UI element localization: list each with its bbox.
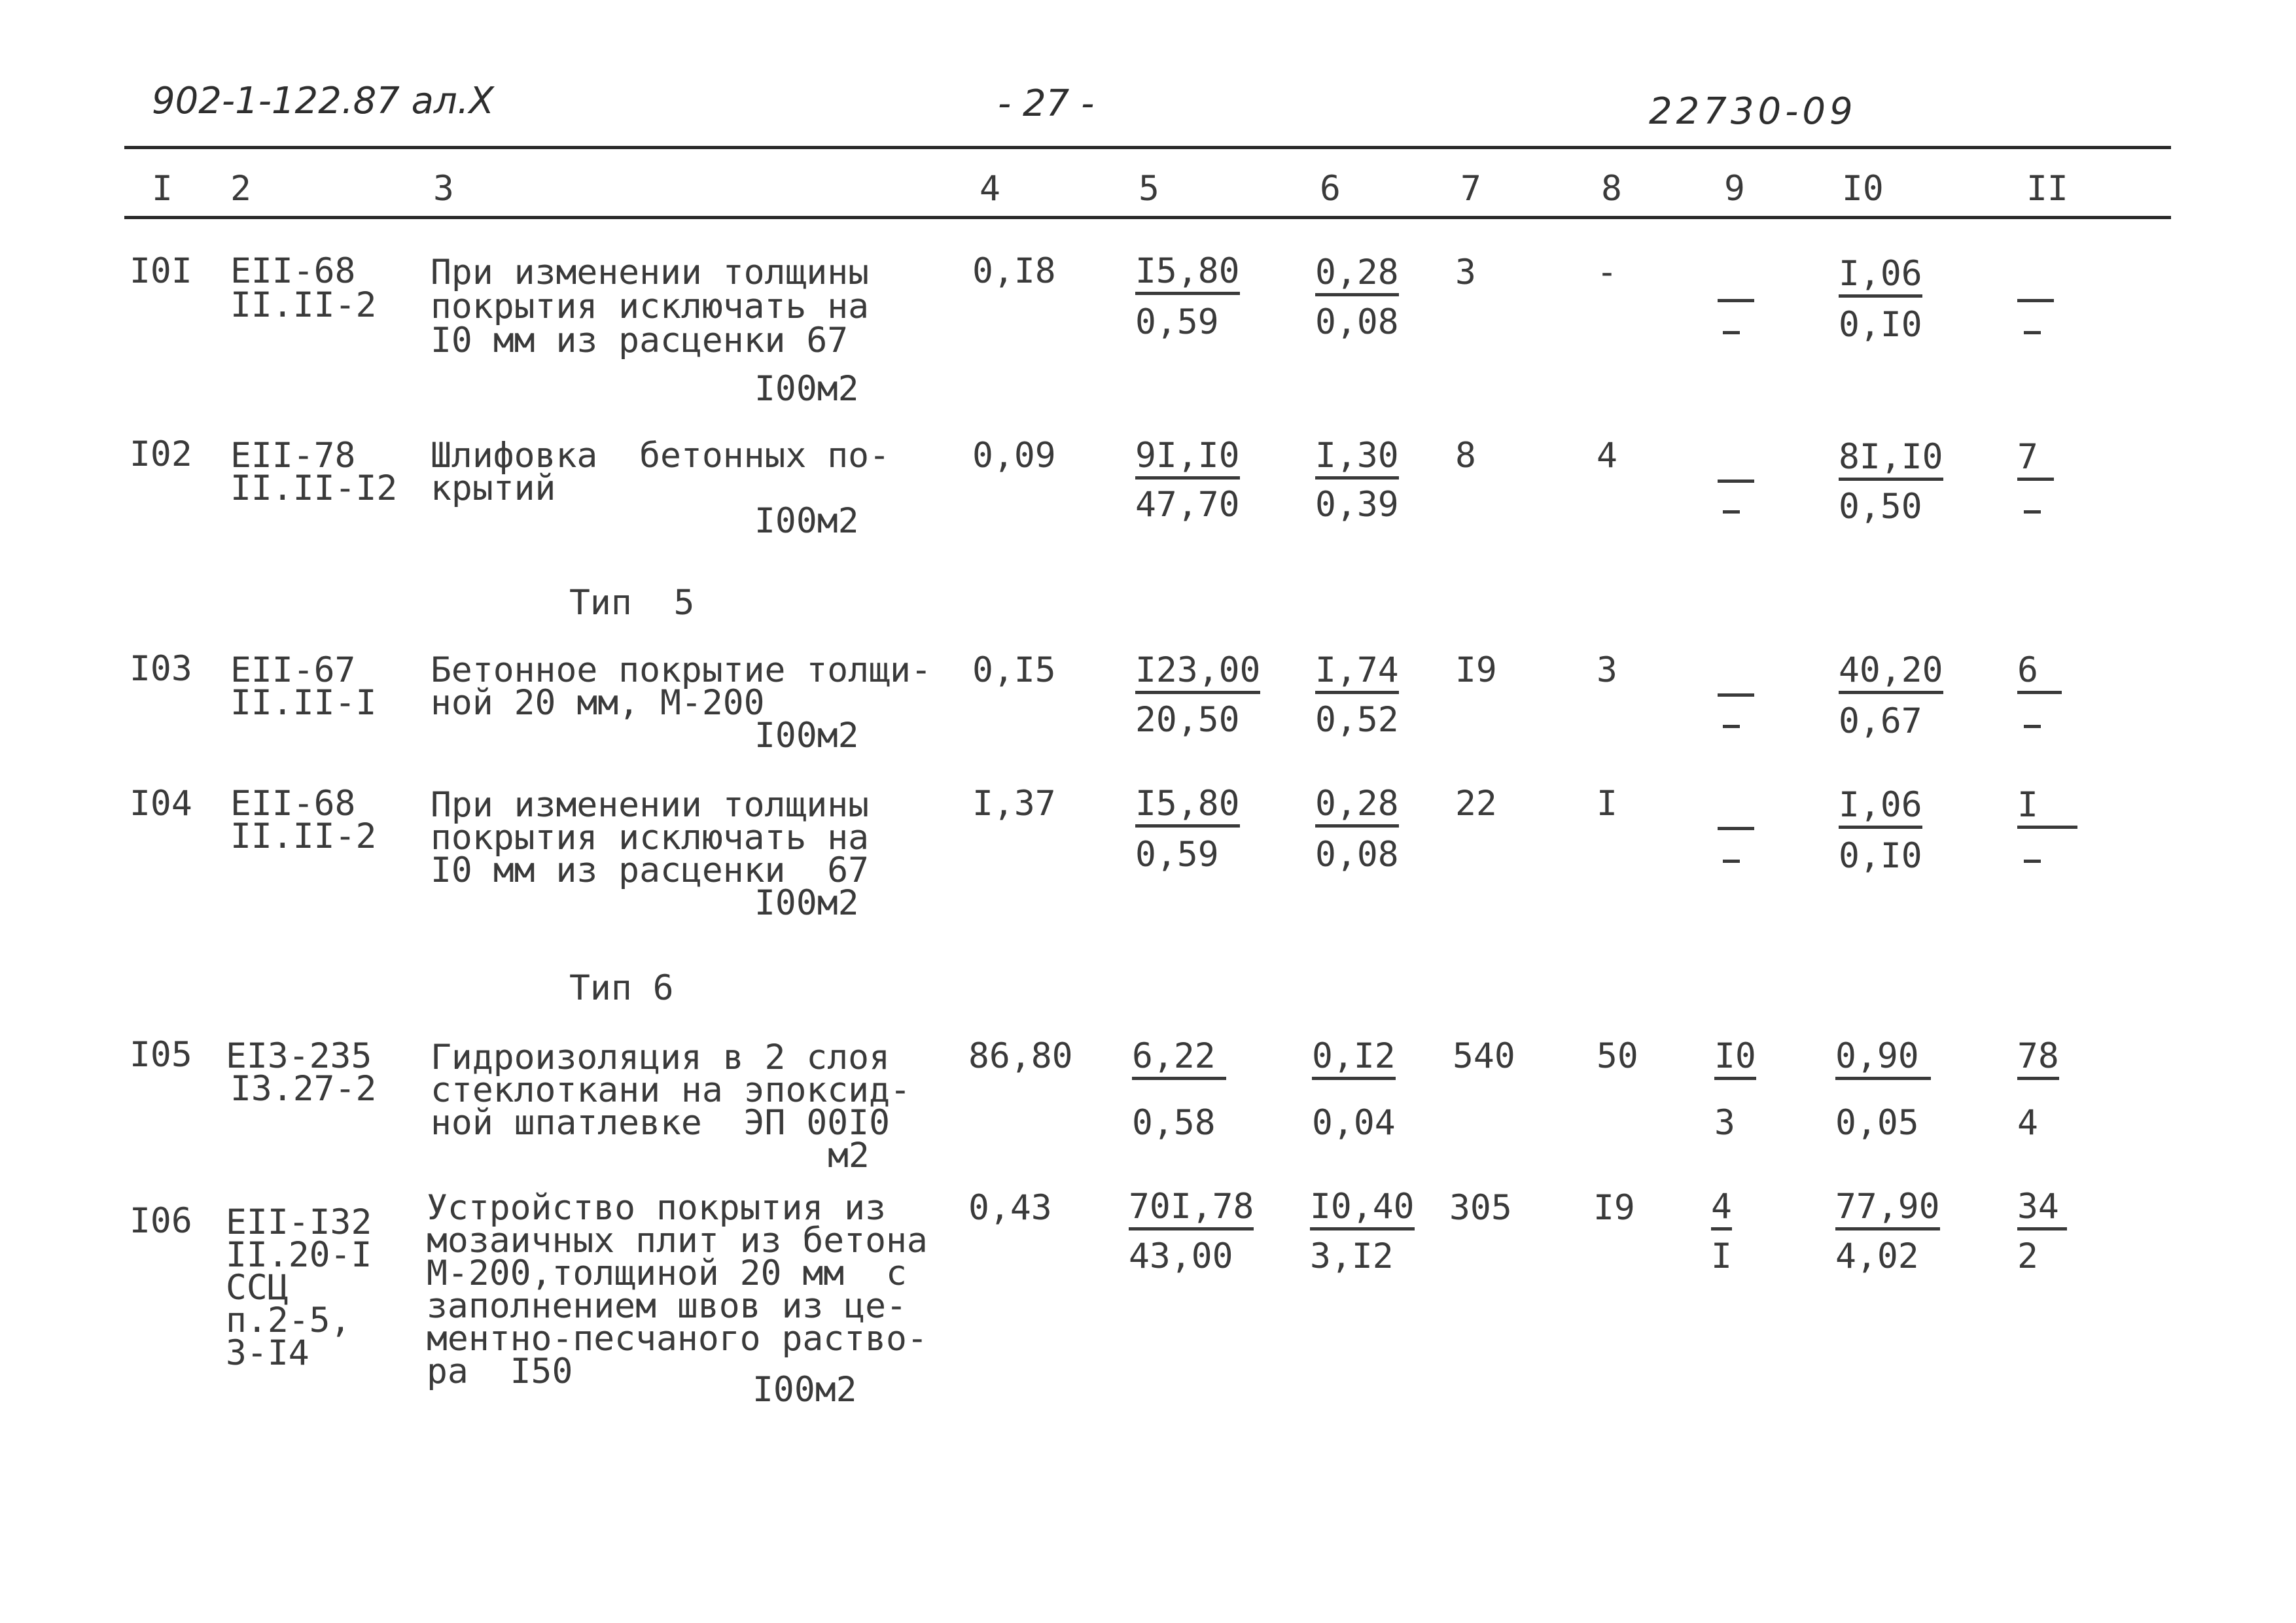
work-description: Устройство покрытия из (427, 1188, 886, 1228)
col9-dash-bottom (1723, 860, 1740, 863)
norm-code: EII-67 (230, 650, 356, 690)
col7-value: 22 (1455, 784, 1497, 824)
col10-value-top: 77,90 (1835, 1189, 1940, 1230)
work-description: покрытия исключать на (431, 818, 870, 858)
col10-value-top: I,06 (1839, 788, 1922, 829)
norm-code: II.II-I2 (230, 468, 398, 508)
column-header: 2 (230, 169, 251, 209)
work-description: При изменении толщины (431, 785, 870, 825)
quantity: 0,09 (972, 436, 1056, 476)
work-description: заполнением швов из це- (427, 1286, 907, 1326)
header-bottom-rule (124, 216, 2171, 219)
col9-dash-bottom (1723, 510, 1740, 514)
col10-value-bottom: 0,67 (1839, 701, 1922, 741)
work-description: М-200,толщиной 20 мм с (427, 1253, 907, 1293)
col10-value-bottom: 0,I0 (1839, 305, 1922, 345)
col5-value-bottom: 20,50 (1135, 700, 1240, 740)
col5-value-bottom: 0,58 (1132, 1103, 1216, 1143)
col7-value: 540 (1453, 1036, 1515, 1076)
unit-label: I00м2 (754, 501, 859, 541)
type-label: Тип 5 (569, 583, 695, 623)
col8-value: I9 (1593, 1188, 1635, 1228)
col5-value-bottom: 43,00 (1129, 1236, 1233, 1276)
col11-dash-bottom (2024, 331, 2041, 334)
row-number: I04 (130, 784, 192, 824)
norm-code: II.II-2 (230, 285, 377, 325)
row-number: I06 (130, 1201, 192, 1241)
col6-value-bottom: 0,08 (1315, 302, 1399, 342)
col5-value-top: I23,00 (1135, 653, 1260, 694)
col11-value-top: 7 (2017, 440, 2054, 481)
col9-dash-top (1718, 693, 1754, 697)
col11-dash-bottom (2024, 510, 2041, 514)
col6-value-top: I,74 (1315, 653, 1399, 694)
col7-value: 305 (1449, 1188, 1512, 1228)
col5-value-top: 9I,I0 (1135, 438, 1240, 480)
column-header: I0 (1842, 169, 1884, 209)
work-description: I0 мм из расценки 67 (431, 321, 849, 360)
column-header: 3 (433, 169, 454, 209)
row-number: I03 (130, 649, 192, 689)
col10-value-top: 0,90 (1835, 1039, 1931, 1080)
work-description: ра I50 (427, 1352, 573, 1391)
norm-code: п.2-5, (226, 1300, 351, 1340)
work-description: I0 мм из расценки 67 (431, 850, 870, 890)
row-number: I02 (130, 434, 192, 474)
col11-value-top: 6 (2017, 653, 2062, 694)
norm-code: I3.27-2 (230, 1069, 377, 1109)
col7-value: 8 (1455, 436, 1476, 476)
work-description: Шлифовка бетонных по- (431, 436, 890, 476)
work-description: стеклоткани на эпоксид- (431, 1070, 911, 1110)
col10-value-bottom: 0,I0 (1839, 836, 1922, 876)
col6-value-top: I0,40 (1310, 1189, 1415, 1230)
norm-code: EII-78 (230, 436, 356, 476)
norm-code: ССЦ (226, 1268, 289, 1308)
col10-value-top: 40,20 (1839, 653, 1943, 694)
quantity: 86,80 (968, 1036, 1073, 1076)
work-description: крытий (431, 468, 556, 508)
col8-value: I (1597, 784, 1617, 824)
col10-value-bottom: 0,05 (1835, 1103, 1919, 1143)
work-description: Гидроизоляция в 2 слоя (431, 1038, 890, 1077)
col5-value-top: 6,22 (1132, 1039, 1226, 1080)
quantity: I,37 (972, 784, 1056, 824)
col10-value-top: I,06 (1839, 256, 1922, 298)
unit-label: I00м2 (754, 883, 859, 923)
col9-value-top: I0 (1714, 1039, 1756, 1080)
norm-code: 3-I4 (226, 1333, 309, 1373)
norm-code: EII-68 (230, 251, 356, 291)
norm-code: EII-I32 (226, 1202, 372, 1242)
work-description: покрытия исключать на (431, 287, 870, 326)
col9-value-bottom: I (1711, 1236, 1732, 1276)
col7-value: 3 (1455, 253, 1476, 292)
col8-value: 3 (1597, 650, 1617, 690)
col5-value-bottom: 0,59 (1135, 302, 1219, 342)
column-header: 7 (1460, 169, 1481, 209)
col6-value-top: I,30 (1315, 438, 1399, 480)
col10-value-bottom: 0,50 (1839, 487, 1922, 527)
col8-value: 50 (1597, 1036, 1638, 1076)
work-description: мозаичных плит из бетона (427, 1221, 928, 1261)
norm-code: II.II-I (230, 683, 377, 723)
col9-value-top: 4 (1711, 1189, 1732, 1230)
col9-dash-top (1718, 480, 1754, 483)
unit-label: м2 (828, 1136, 870, 1176)
col6-value-bottom: 0,08 (1315, 835, 1399, 875)
col11-dash-bottom (2024, 725, 2041, 728)
col8-value: - (1597, 253, 1617, 292)
col6-value-bottom: 0,04 (1312, 1103, 1396, 1143)
page-number: - 27 - (998, 82, 1095, 125)
col11-dash-top (2017, 299, 2054, 302)
norm-code: II.20-I (226, 1235, 372, 1275)
col7-value: I9 (1455, 650, 1497, 690)
col5-value-bottom: 0,59 (1135, 835, 1219, 875)
col11-value-top: 34 (2017, 1189, 2067, 1230)
row-number: I05 (130, 1035, 192, 1075)
col5-value-top: I5,80 (1135, 254, 1240, 295)
col5-value-top: 70I,78 (1129, 1189, 1254, 1230)
col8-value: 4 (1597, 436, 1617, 476)
col11-value-top: I (2017, 788, 2077, 829)
unit-label: I00м2 (754, 369, 859, 409)
col5-value-top: I5,80 (1135, 786, 1240, 828)
norm-code: EI3-235 (226, 1036, 372, 1076)
unit-label: I00м2 (754, 716, 859, 756)
column-header: 9 (1724, 169, 1745, 209)
quantity: 0,I5 (972, 650, 1056, 690)
column-header: 8 (1601, 169, 1622, 209)
work-description: ной шпатлевке ЭП 00I0 (431, 1103, 890, 1143)
col10-value-bottom: 4,02 (1835, 1236, 1919, 1276)
work-description: ной 20 мм, М-200 (431, 683, 765, 723)
norm-code: II.II-2 (230, 816, 377, 856)
col11-value-top: 78 (2017, 1039, 2059, 1080)
col9-dash-top (1718, 827, 1754, 830)
norm-code: EII-68 (230, 784, 356, 824)
row-number: I0I (130, 251, 192, 291)
document-code: 902-1-122.87 ал.Х (152, 80, 494, 122)
header-top-rule (124, 146, 2171, 149)
col9-dash-bottom (1723, 725, 1740, 728)
col11-value-bottom: 2 (2017, 1236, 2038, 1276)
col6-value-top: 0,I2 (1312, 1039, 1396, 1080)
quantity: 0,I8 (972, 251, 1056, 291)
unit-label: I00м2 (752, 1370, 857, 1410)
col6-value-top: 0,28 (1315, 786, 1399, 828)
work-description: Бетонное покрытие толщи- (431, 650, 932, 690)
quantity: 0,43 (968, 1188, 1052, 1228)
col6-value-bottom: 3,I2 (1310, 1236, 1394, 1276)
col9-value-bottom: 3 (1714, 1103, 1735, 1143)
col11-dash-bottom (2024, 860, 2041, 863)
col10-value-top: 8I,I0 (1839, 440, 1943, 481)
column-header: 6 (1320, 169, 1341, 209)
col6-value-bottom: 0,39 (1315, 485, 1399, 525)
col9-dash-bottom (1723, 331, 1740, 334)
type-label: Тип 6 (569, 968, 674, 1008)
column-header: 5 (1139, 169, 1159, 209)
column-header: I (152, 169, 173, 209)
archive-number: 22730-09 (1649, 90, 1857, 133)
col5-value-bottom: 47,70 (1135, 485, 1240, 525)
col9-dash-top (1718, 299, 1754, 302)
work-description: ментно-песчаного раство- (427, 1319, 928, 1359)
col6-value-top: 0,28 (1315, 255, 1399, 296)
col11-value-bottom: 4 (2017, 1103, 2038, 1143)
column-header: 4 (980, 169, 1000, 209)
col6-value-bottom: 0,52 (1315, 700, 1399, 740)
column-header: II (2026, 169, 2068, 209)
work-description: При изменении толщины (431, 253, 870, 292)
